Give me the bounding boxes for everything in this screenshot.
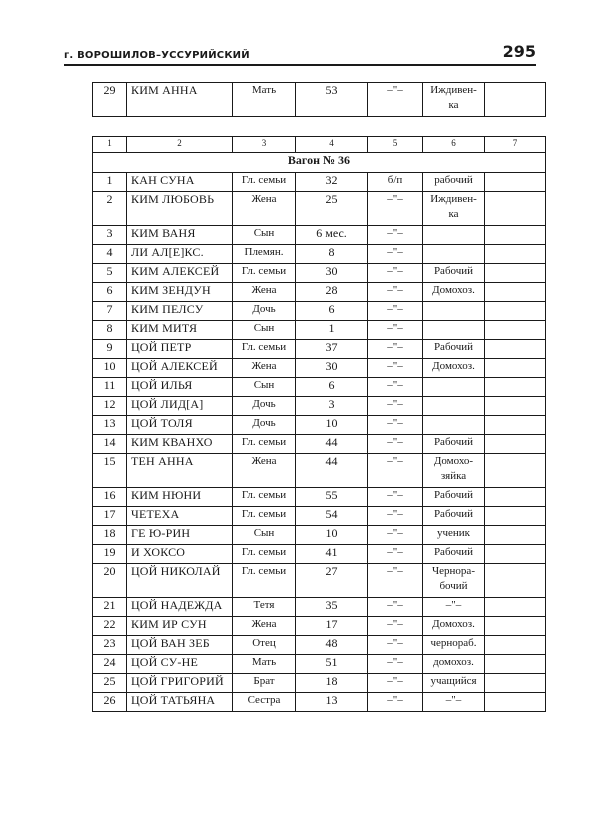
note-cell [485, 674, 546, 693]
row-number-cell: 8 [93, 321, 127, 340]
age-cell: 8 [296, 245, 368, 264]
person-name-cell: ЦОЙ ЛИД[А] [127, 397, 233, 416]
table-row [93, 397, 546, 416]
age-cell: 53 [296, 83, 368, 117]
party-status-cell: –"– [368, 283, 423, 302]
party-status-cell: –"– [368, 378, 423, 397]
person-name-cell: ЦОЙ ТОЛЯ [127, 416, 233, 435]
relation-cell: Отец [233, 636, 296, 655]
note-cell [485, 416, 546, 435]
row-number-cell: 1 [93, 173, 127, 192]
relation-cell: Жена [233, 454, 296, 488]
relation-cell: Гл. семьи [233, 564, 296, 598]
party-status-cell: –"– [368, 226, 423, 245]
table-row [93, 173, 546, 192]
note-cell [485, 693, 546, 712]
party-status-cell: –"– [368, 617, 423, 636]
table-row [93, 245, 546, 264]
age-cell: 28 [296, 283, 368, 302]
relation-cell: Гл. семьи [233, 488, 296, 507]
table-row [93, 302, 546, 321]
table-row [93, 655, 546, 674]
party-status-cell: –"– [368, 83, 423, 117]
relation-cell: Гл. семьи [233, 264, 296, 283]
row-number-cell: 4 [93, 245, 127, 264]
relation-cell: Жена [233, 192, 296, 226]
relation-cell: Гл. семьи [233, 435, 296, 454]
person-name-cell: КИМ КВАНХО [127, 435, 233, 454]
party-status-cell: –"– [368, 488, 423, 507]
party-status-cell: –"– [368, 693, 423, 712]
note-cell [485, 359, 546, 378]
row-number-cell: 5 [93, 264, 127, 283]
wagon-table [92, 136, 546, 712]
note-cell [485, 564, 546, 598]
person-name-cell: ЦОЙ НИКОЛАЙ [127, 564, 233, 598]
party-status-cell: –"– [368, 264, 423, 283]
row-number-cell: 9 [93, 340, 127, 359]
table-row [93, 359, 546, 378]
note-cell [485, 617, 546, 636]
row-number-cell: 23 [93, 636, 127, 655]
age-cell: 27 [296, 564, 368, 598]
occupation-cell [423, 397, 485, 416]
party-status-cell: –"– [368, 454, 423, 488]
relation-cell: Дочь [233, 302, 296, 321]
occupation-cell: ученик [423, 526, 485, 545]
relation-cell: Брат [233, 674, 296, 693]
age-cell: 30 [296, 264, 368, 283]
row-number-cell: 14 [93, 435, 127, 454]
column-number-row [93, 137, 546, 153]
age-cell: 6 мес. [296, 226, 368, 245]
wagon-header-row [93, 153, 546, 173]
occupation-cell: Чернора- бочий [423, 564, 485, 598]
person-name-cell: КИМ ПЕЛСУ [127, 302, 233, 321]
occupation-cell: Рабочий [423, 435, 485, 454]
page-number: 295 [502, 42, 536, 61]
age-cell: 32 [296, 173, 368, 192]
occupation-cell [423, 321, 485, 340]
continuation-table-body [93, 83, 546, 117]
party-status-cell: –"– [368, 359, 423, 378]
age-cell: 35 [296, 598, 368, 617]
note-cell [485, 83, 546, 117]
relation-cell: Дочь [233, 397, 296, 416]
occupation-cell [423, 378, 485, 397]
person-name-cell: КИМ ЛЮБОВЬ [127, 192, 233, 226]
table-row [93, 545, 546, 564]
person-name-cell: КАН СУНА [127, 173, 233, 192]
party-status-cell: –"– [368, 655, 423, 674]
note-cell [485, 173, 546, 192]
note-cell [485, 283, 546, 302]
relation-cell: Гл. семьи [233, 340, 296, 359]
table-row [93, 340, 546, 359]
person-name-cell: ЦОЙ ТАТЬЯНА [127, 693, 233, 712]
person-name-cell: И ХОКСО [127, 545, 233, 564]
person-name-cell: КИМ НЮНИ [127, 488, 233, 507]
table-row [93, 283, 546, 302]
age-cell: 13 [296, 693, 368, 712]
party-status-cell: –"– [368, 435, 423, 454]
occupation-cell: Рабочий [423, 340, 485, 359]
row-number-cell: 7 [93, 302, 127, 321]
relation-cell: Дочь [233, 416, 296, 435]
age-cell: 18 [296, 674, 368, 693]
person-name-cell: ЦОЙ ИЛЬЯ [127, 378, 233, 397]
column-header: 5 [368, 137, 423, 153]
party-status-cell: –"– [368, 192, 423, 226]
person-name-cell: КИМ ВАНЯ [127, 226, 233, 245]
row-number-cell: 24 [93, 655, 127, 674]
person-name-cell: КИМ АЛЕКСЕЙ [127, 264, 233, 283]
relation-cell: Жена [233, 617, 296, 636]
table-row [93, 617, 546, 636]
person-name-cell: КИМ АННА [127, 83, 233, 117]
table-row [93, 636, 546, 655]
table-row [93, 598, 546, 617]
table-row [93, 507, 546, 526]
table-row [93, 321, 546, 340]
note-cell [485, 378, 546, 397]
party-status-cell: –"– [368, 321, 423, 340]
relation-cell: Сын [233, 526, 296, 545]
age-cell: 55 [296, 488, 368, 507]
person-name-cell: ЦОЙ ПЕТР [127, 340, 233, 359]
relation-cell: Сын [233, 321, 296, 340]
table-row [93, 674, 546, 693]
age-cell: 25 [296, 192, 368, 226]
relation-cell: Гл. семьи [233, 507, 296, 526]
row-number-cell: 25 [93, 674, 127, 693]
column-header: 2 [127, 137, 233, 153]
occupation-cell: –"– [423, 693, 485, 712]
table-row [93, 693, 546, 712]
person-name-cell: ЧЕТЕХА [127, 507, 233, 526]
row-number-cell: 3 [93, 226, 127, 245]
column-header: 4 [296, 137, 368, 153]
row-number-cell: 12 [93, 397, 127, 416]
note-cell [485, 545, 546, 564]
age-cell: 3 [296, 397, 368, 416]
column-header: 1 [93, 137, 127, 153]
note-cell [485, 507, 546, 526]
row-number-cell: 15 [93, 454, 127, 488]
occupation-cell: Домохоз. [423, 359, 485, 378]
occupation-cell: Домохоз. [423, 283, 485, 302]
relation-cell: Гл. семьи [233, 545, 296, 564]
occupation-cell: учащийся [423, 674, 485, 693]
party-status-cell: –"– [368, 636, 423, 655]
continuation-table [92, 82, 546, 117]
column-header: 7 [485, 137, 546, 153]
note-cell [485, 245, 546, 264]
note-cell [485, 397, 546, 416]
person-name-cell: КИМ ЗЕНДУН [127, 283, 233, 302]
note-cell [485, 526, 546, 545]
person-name-cell: КИМ ИР СУН [127, 617, 233, 636]
relation-cell: Мать [233, 655, 296, 674]
table-row [93, 378, 546, 397]
occupation-cell: Иждивен- ка [423, 83, 485, 117]
party-status-cell: –"– [368, 340, 423, 359]
row-number-cell: 29 [93, 83, 127, 117]
relation-cell: Сын [233, 226, 296, 245]
age-cell: 51 [296, 655, 368, 674]
row-number-cell: 13 [93, 416, 127, 435]
note-cell [485, 655, 546, 674]
row-number-cell: 11 [93, 378, 127, 397]
party-status-cell: б/п [368, 173, 423, 192]
age-cell: 41 [296, 545, 368, 564]
person-name-cell: ТЕН АННА [127, 454, 233, 488]
occupation-cell [423, 245, 485, 264]
person-name-cell: ЦОЙ НАДЕЖДА [127, 598, 233, 617]
note-cell [485, 435, 546, 454]
party-status-cell: –"– [368, 526, 423, 545]
row-number-cell: 26 [93, 693, 127, 712]
note-cell [485, 226, 546, 245]
wagon-label: Вагон № 36 [93, 153, 546, 173]
table-row [93, 564, 546, 598]
column-header: 6 [423, 137, 485, 153]
table-row [93, 226, 546, 245]
relation-cell: Гл. семьи [233, 173, 296, 192]
age-cell: 44 [296, 454, 368, 488]
note-cell [485, 192, 546, 226]
relation-cell: Жена [233, 283, 296, 302]
party-status-cell: –"– [368, 245, 423, 264]
party-status-cell: –"– [368, 545, 423, 564]
note-cell [485, 302, 546, 321]
occupation-cell: Иждивен- ка [423, 192, 485, 226]
party-status-cell: –"– [368, 564, 423, 598]
person-name-cell: ЦОЙ ВАН ЗЕБ [127, 636, 233, 655]
age-cell: 44 [296, 435, 368, 454]
age-cell: 6 [296, 378, 368, 397]
person-name-cell: ЦОЙ АЛЕКСЕЙ [127, 359, 233, 378]
running-title: г. ВОРОШИЛОВ–УССУРИЙСКИЙ [64, 50, 250, 61]
occupation-cell: –"– [423, 598, 485, 617]
person-name-cell: ЦОЙ СУ-НЕ [127, 655, 233, 674]
column-header: 3 [233, 137, 296, 153]
row-number-cell: 16 [93, 488, 127, 507]
relation-cell: Сестра [233, 693, 296, 712]
wagon-table-body [93, 137, 546, 712]
occupation-cell [423, 302, 485, 321]
occupation-cell: чернораб. [423, 636, 485, 655]
person-name-cell: КИМ МИТЯ [127, 321, 233, 340]
age-cell: 54 [296, 507, 368, 526]
table-row [93, 192, 546, 226]
relation-cell: Племян. [233, 245, 296, 264]
note-cell [485, 488, 546, 507]
person-name-cell: ГЕ Ю-РИН [127, 526, 233, 545]
relation-cell: Сын [233, 378, 296, 397]
age-cell: 48 [296, 636, 368, 655]
party-status-cell: –"– [368, 302, 423, 321]
occupation-cell: Рабочий [423, 264, 485, 283]
note-cell [485, 454, 546, 488]
row-number-cell: 19 [93, 545, 127, 564]
relation-cell: Жена [233, 359, 296, 378]
row-number-cell: 18 [93, 526, 127, 545]
party-status-cell: –"– [368, 598, 423, 617]
occupation-cell: рабочий [423, 173, 485, 192]
age-cell: 10 [296, 416, 368, 435]
occupation-cell [423, 226, 485, 245]
age-cell: 1 [296, 321, 368, 340]
note-cell [485, 340, 546, 359]
note-cell [485, 598, 546, 617]
relation-cell: Тетя [233, 598, 296, 617]
occupation-cell: Рабочий [423, 488, 485, 507]
occupation-cell: домохоз. [423, 655, 485, 674]
table-row [93, 454, 546, 488]
occupation-cell: Домохо- зяйка [423, 454, 485, 488]
table-row [93, 264, 546, 283]
row-number-cell: 21 [93, 598, 127, 617]
occupation-cell [423, 416, 485, 435]
occupation-cell: Рабочий [423, 507, 485, 526]
person-name-cell: ЦОЙ ГРИГОРИЙ [127, 674, 233, 693]
party-status-cell: –"– [368, 674, 423, 693]
table-row [93, 488, 546, 507]
table-row [93, 435, 546, 454]
note-cell [485, 321, 546, 340]
party-status-cell: –"– [368, 397, 423, 416]
person-name-cell: ЛИ АЛ[Е]КС. [127, 245, 233, 264]
occupation-cell: Рабочий [423, 545, 485, 564]
row-number-cell: 2 [93, 192, 127, 226]
note-cell [485, 636, 546, 655]
age-cell: 30 [296, 359, 368, 378]
age-cell: 37 [296, 340, 368, 359]
row-number-cell: 10 [93, 359, 127, 378]
note-cell [485, 264, 546, 283]
row-number-cell: 17 [93, 507, 127, 526]
age-cell: 10 [296, 526, 368, 545]
row-number-cell: 6 [93, 283, 127, 302]
table-row [93, 83, 546, 117]
table-row [93, 416, 546, 435]
relation-cell: Мать [233, 83, 296, 117]
party-status-cell: –"– [368, 416, 423, 435]
age-cell: 6 [296, 302, 368, 321]
table-row [93, 526, 546, 545]
age-cell: 17 [296, 617, 368, 636]
party-status-cell: –"– [368, 507, 423, 526]
occupation-cell: Домохоз. [423, 617, 485, 636]
row-number-cell: 22 [93, 617, 127, 636]
page-header [64, 40, 536, 66]
row-number-cell: 20 [93, 564, 127, 598]
